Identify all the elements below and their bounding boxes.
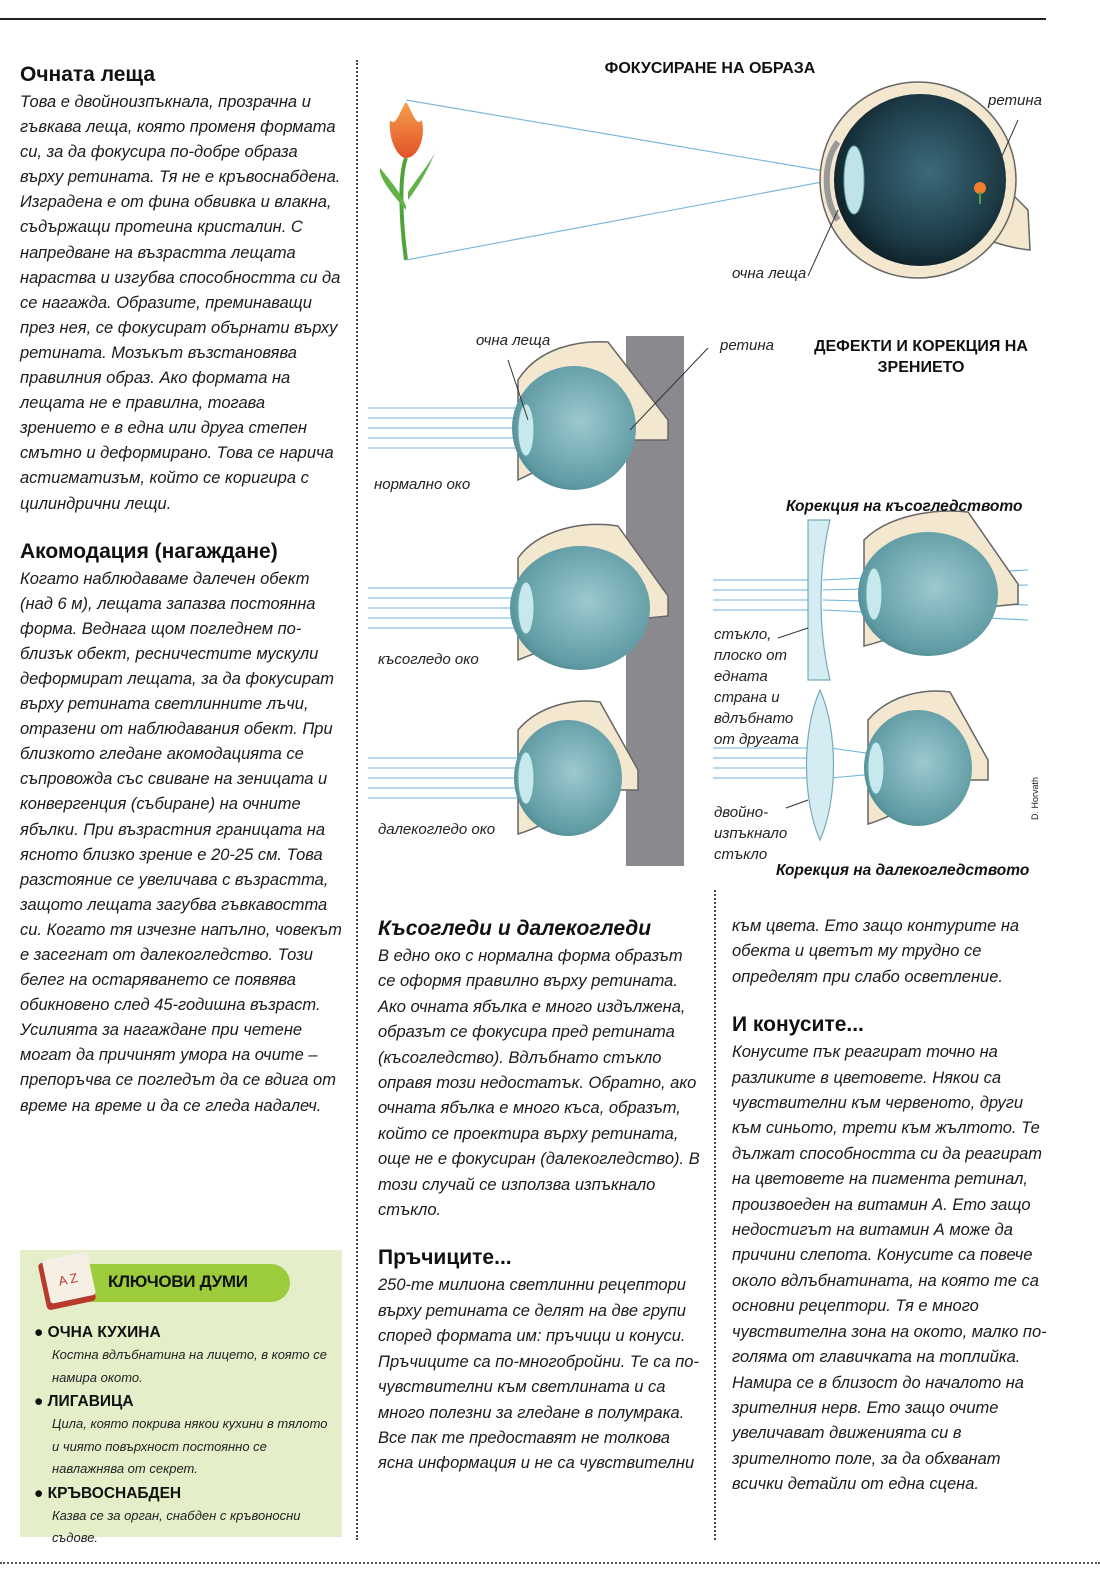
figure-title-defects: ДЕФЕКТИ И КОРЕКЦИЯ НА ЗРЕНИЕТО — [814, 338, 1028, 376]
label-myopia-correction: Корекция на късогледството — [786, 498, 1023, 515]
eye-myopic — [368, 524, 668, 670]
paragraph-rods: 250-те милиона светлинни рецептори върху ретината се делят на две групи според формата им: пръчици и конуси. Пръчиците са по-многобройни. Те са по-чувствителни към светлината и са много полезни за гледане в полумрака. Все пак те предоставят не толкова ясна информация и не са чувствителни — [378, 1276, 699, 1473]
paragraph-rods-cont: към цвета. Ето защо контурите на обекта и цветът му трудно се определят при слабо осветление. — [732, 917, 1020, 986]
illustrator-credit: D. Horvath — [1030, 776, 1040, 820]
eye-hyperopic — [368, 701, 638, 836]
label-concave-glass: стъкло, плоско от едната страна и вдлъбнато от другата — [714, 626, 799, 748]
label-lens-top: очна леща — [732, 265, 807, 282]
label-normal-eye: нормално око — [374, 476, 471, 493]
tulip-illustration — [380, 102, 436, 260]
label-hyperopia-correction: Корекция на далекогледството — [776, 862, 1030, 879]
label-retina-mid: ретина — [720, 337, 774, 354]
svg-text:A Z: A Z — [56, 1269, 80, 1289]
eye-large — [820, 82, 1030, 278]
paragraph-lens: Това е двойноизпъкнала, прозрачна и гъвкава леща, която променя формата си, за да фокусира по-добре образа върху ретината. Тя не е кръвоснабдена. Изградена е от фина обвивка и влакна, съдържащи протеина кристалин. С напредване на възрастта лещата нараства и изгубва способността си да се нагажда. Образите, преминаващи през нея, се фокусират обърнати върху ретината. Мозъкът възстановява правилния образ. Ако формата на лещата не е правилна, тогава зрението е в една или друга степен смътно и деформирано. Това се нарича астигматизъм, който се коригира с цилиндрични лещи. — [20, 93, 341, 513]
keyword-definition: Костна вдлъбнатина на лицето, в която се намира окото. — [52, 1347, 327, 1385]
paragraph-accommodation: Когато наблюдаваме далечен обект (над 6 м), лещата запазва постоянна форма. Веднага щом погледнем по-близък обект, ресничестите мускули деформират лещата, за да фокусират върху ретината светлинните лъчи, отразени от наблюдавания обект. При близкото гледане акомодацията се съпровожда със свиване на зеницата и конвергенция (събиране) на очните ябълки. При възрастния границата на ясното близко зрение е 20-25 см. Това разстояние се увеличава с възрастта, защото лещата загубва гъвкавостта си. Когато тя изчезне напълно, човекът е засегнат от далекогледство. Този белег на остаряването се появява обикновено след 45-годишна възраст. Усилията за нагаждане при четене могат да причинят умора на очите – препоръчва се погледът да се вдига от време на време и да се гледа надалеч. — [20, 569, 342, 1115]
column-divider-left — [356, 60, 358, 1540]
keywords-list — [34, 1322, 338, 1552]
heading-lens: Очната леща — [20, 63, 156, 86]
keyword-definition: Цила, която покрива някои кухини в тялото и чиято повърхност постоянно се навлажнява от секрет. — [52, 1416, 328, 1476]
left-column — [20, 62, 342, 1119]
label-hyperopic-eye: далекогледо око — [378, 821, 496, 838]
figure-title-focusing: ФОКУСИРАНЕ НА ОБРАЗА — [604, 60, 816, 77]
figure-illustration — [368, 80, 1058, 890]
label-convex-glass: двойно-изпъкнало стъкло — [714, 804, 788, 863]
label-retina-top: ретина — [988, 92, 1042, 109]
keyword-term: ● КРЪВОСНАБДЕН — [34, 1484, 182, 1502]
column-divider-right — [714, 890, 716, 1540]
bottom-rule — [0, 1562, 1100, 1564]
keyword-term: ● ЛИГАВИЦА — [34, 1393, 134, 1410]
heading-rods: Пръчиците... — [378, 1246, 512, 1270]
paragraph-myopia-hyperopia: В едно око с нормална форма образът се оформя правилно върху ретината. Ако очната ябълка е много издължена, образът се фокусира пред ретината (късогледство). Вдлъбнато стъкло оправя този недостатък. Обратно, ако очната ябълка е много къса, образът, който се проектира върху ретината, още не е фокусиран (далекогледство). В този случай се използва изпъкнало стъкло. — [378, 947, 700, 1220]
label-myopic-eye: късогледо око — [378, 651, 479, 668]
top-rule — [0, 18, 1046, 20]
heading-myopia-hyperopia: Късогледи и далекогледи — [378, 917, 652, 940]
right-column — [732, 914, 1054, 1498]
heading-cones: И конусите... — [732, 1013, 864, 1037]
keyword-definition: Казва се за орган, снабден с кръвоносни съдове. — [52, 1507, 301, 1545]
eye-normal — [368, 342, 668, 490]
heading-accommodation: Акомодация (нагаждане) — [20, 539, 278, 563]
label-lens-mid: очна леща — [476, 332, 551, 349]
dictionary-icon — [36, 1250, 102, 1312]
keywords-title: КЛЮЧОВИ ДУМИ — [108, 1272, 248, 1291]
paragraph-cones: Конусите пък реагират точно на разликите в цветовете. Някои са чувствителни към червеното, други към синьото, трети към жълтото. Те дължат способността си да реагират на цветовете на пигмента ретинал, произвоеден на витамин А. Ето защо недостигът на витамин А може да причини слепота. Конусите са повече около вдлъбнатината, на която те са основни рецептори. Тя е много чувствителна зона на окото, малко по-голяма от главичката на топлийка. Намира се в близост до началото на зрителния нерв. Ето защо очите увеличават движенията си в зрителното поле, за да обхванат всички детайли от една сцена. — [732, 1043, 1047, 1494]
middle-column — [378, 916, 700, 1477]
keyword-term: ● ОЧНА КУХИНА — [34, 1324, 161, 1341]
